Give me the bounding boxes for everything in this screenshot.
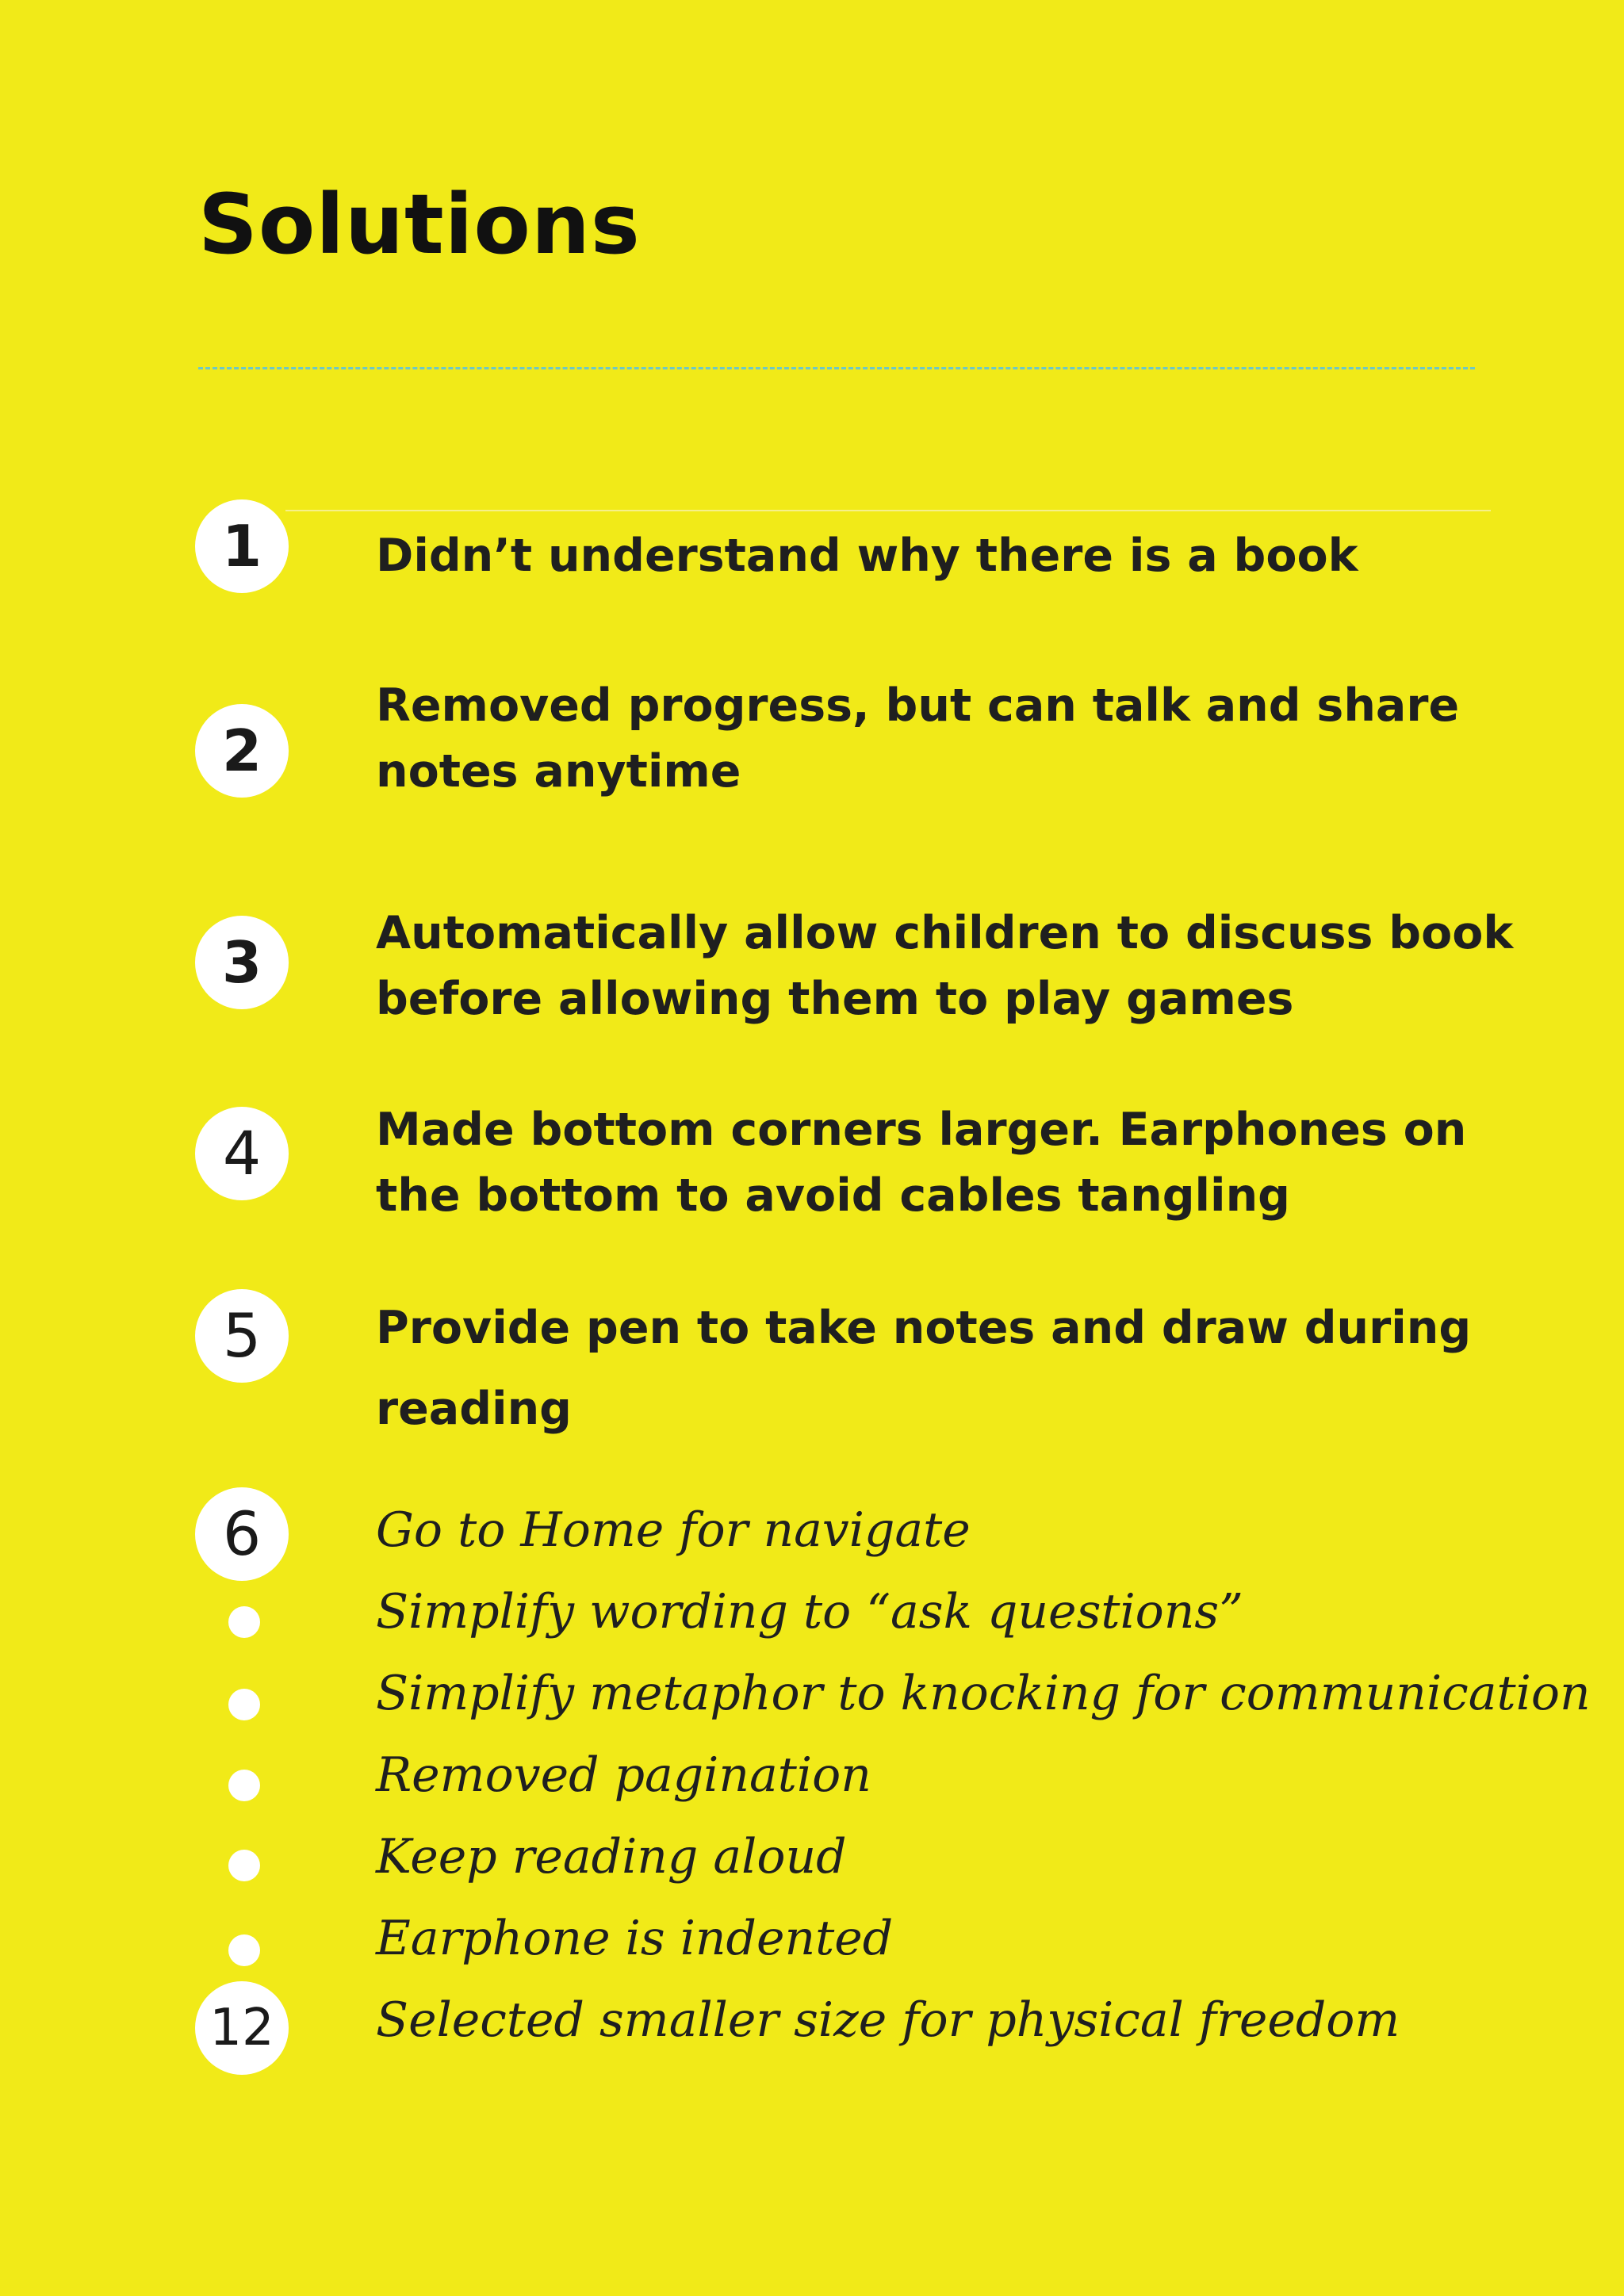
faint-rule [285,510,1491,511]
solution-line: Provide pen to take notes and draw during [376,1302,1472,1354]
number-badge-6: 6 [195,1487,289,1581]
solution-line: Didn’t understand why there is a book [376,530,1358,582]
solution-item-3 [376,901,1514,1032]
bullet-dot [228,1934,260,1966]
solution-line: Automatically allow children to discuss book [376,907,1514,959]
group-line-6: Earphone is indented [376,1911,894,1966]
group-line-7: Selected smaller size for physical freedom [376,1992,1400,2048]
group-line-1: Go to Home for navigate [376,1502,971,1558]
solution-line: reading [376,1383,572,1435]
solution-line: Removed progress, but can talk and share [376,679,1460,732]
solution-item-4 [376,1097,1502,1229]
solution-item-2 [376,673,1502,805]
number-badge-4: 4 [195,1107,289,1200]
number-badge-12: 12 [195,1981,289,2075]
solution-line: before allowing them to play games [376,973,1294,1025]
number-badge-5: 5 [195,1289,289,1383]
solution-line: Made bottom corners larger. Earphones on [376,1104,1467,1156]
solution-item-1 [376,523,1502,589]
bullet-dot [228,1606,260,1638]
page-title: Solutions [198,176,641,273]
bullet-dot [228,1770,260,1801]
solution-line: the bottom to avoid cables tangling [376,1169,1290,1222]
group-line-3: Simplify metaphor to knocking for communication [376,1666,1591,1721]
group-line-4: Removed pagination [376,1747,871,1803]
solution-line: notes anytime [376,745,741,798]
bullet-dot [228,1850,260,1881]
number-badge-3: 3 [195,916,289,1009]
dashed-divider [198,367,1475,369]
solution-item-5 [376,1288,1502,1449]
number-badge-2: 2 [195,704,289,798]
bullet-dot [228,1689,260,1720]
group-line-2: Simplify wording to “ask questions” [376,1584,1243,1640]
group-line-5: Keep reading aloud [376,1829,847,1885]
number-badge-1: 1 [195,499,289,593]
